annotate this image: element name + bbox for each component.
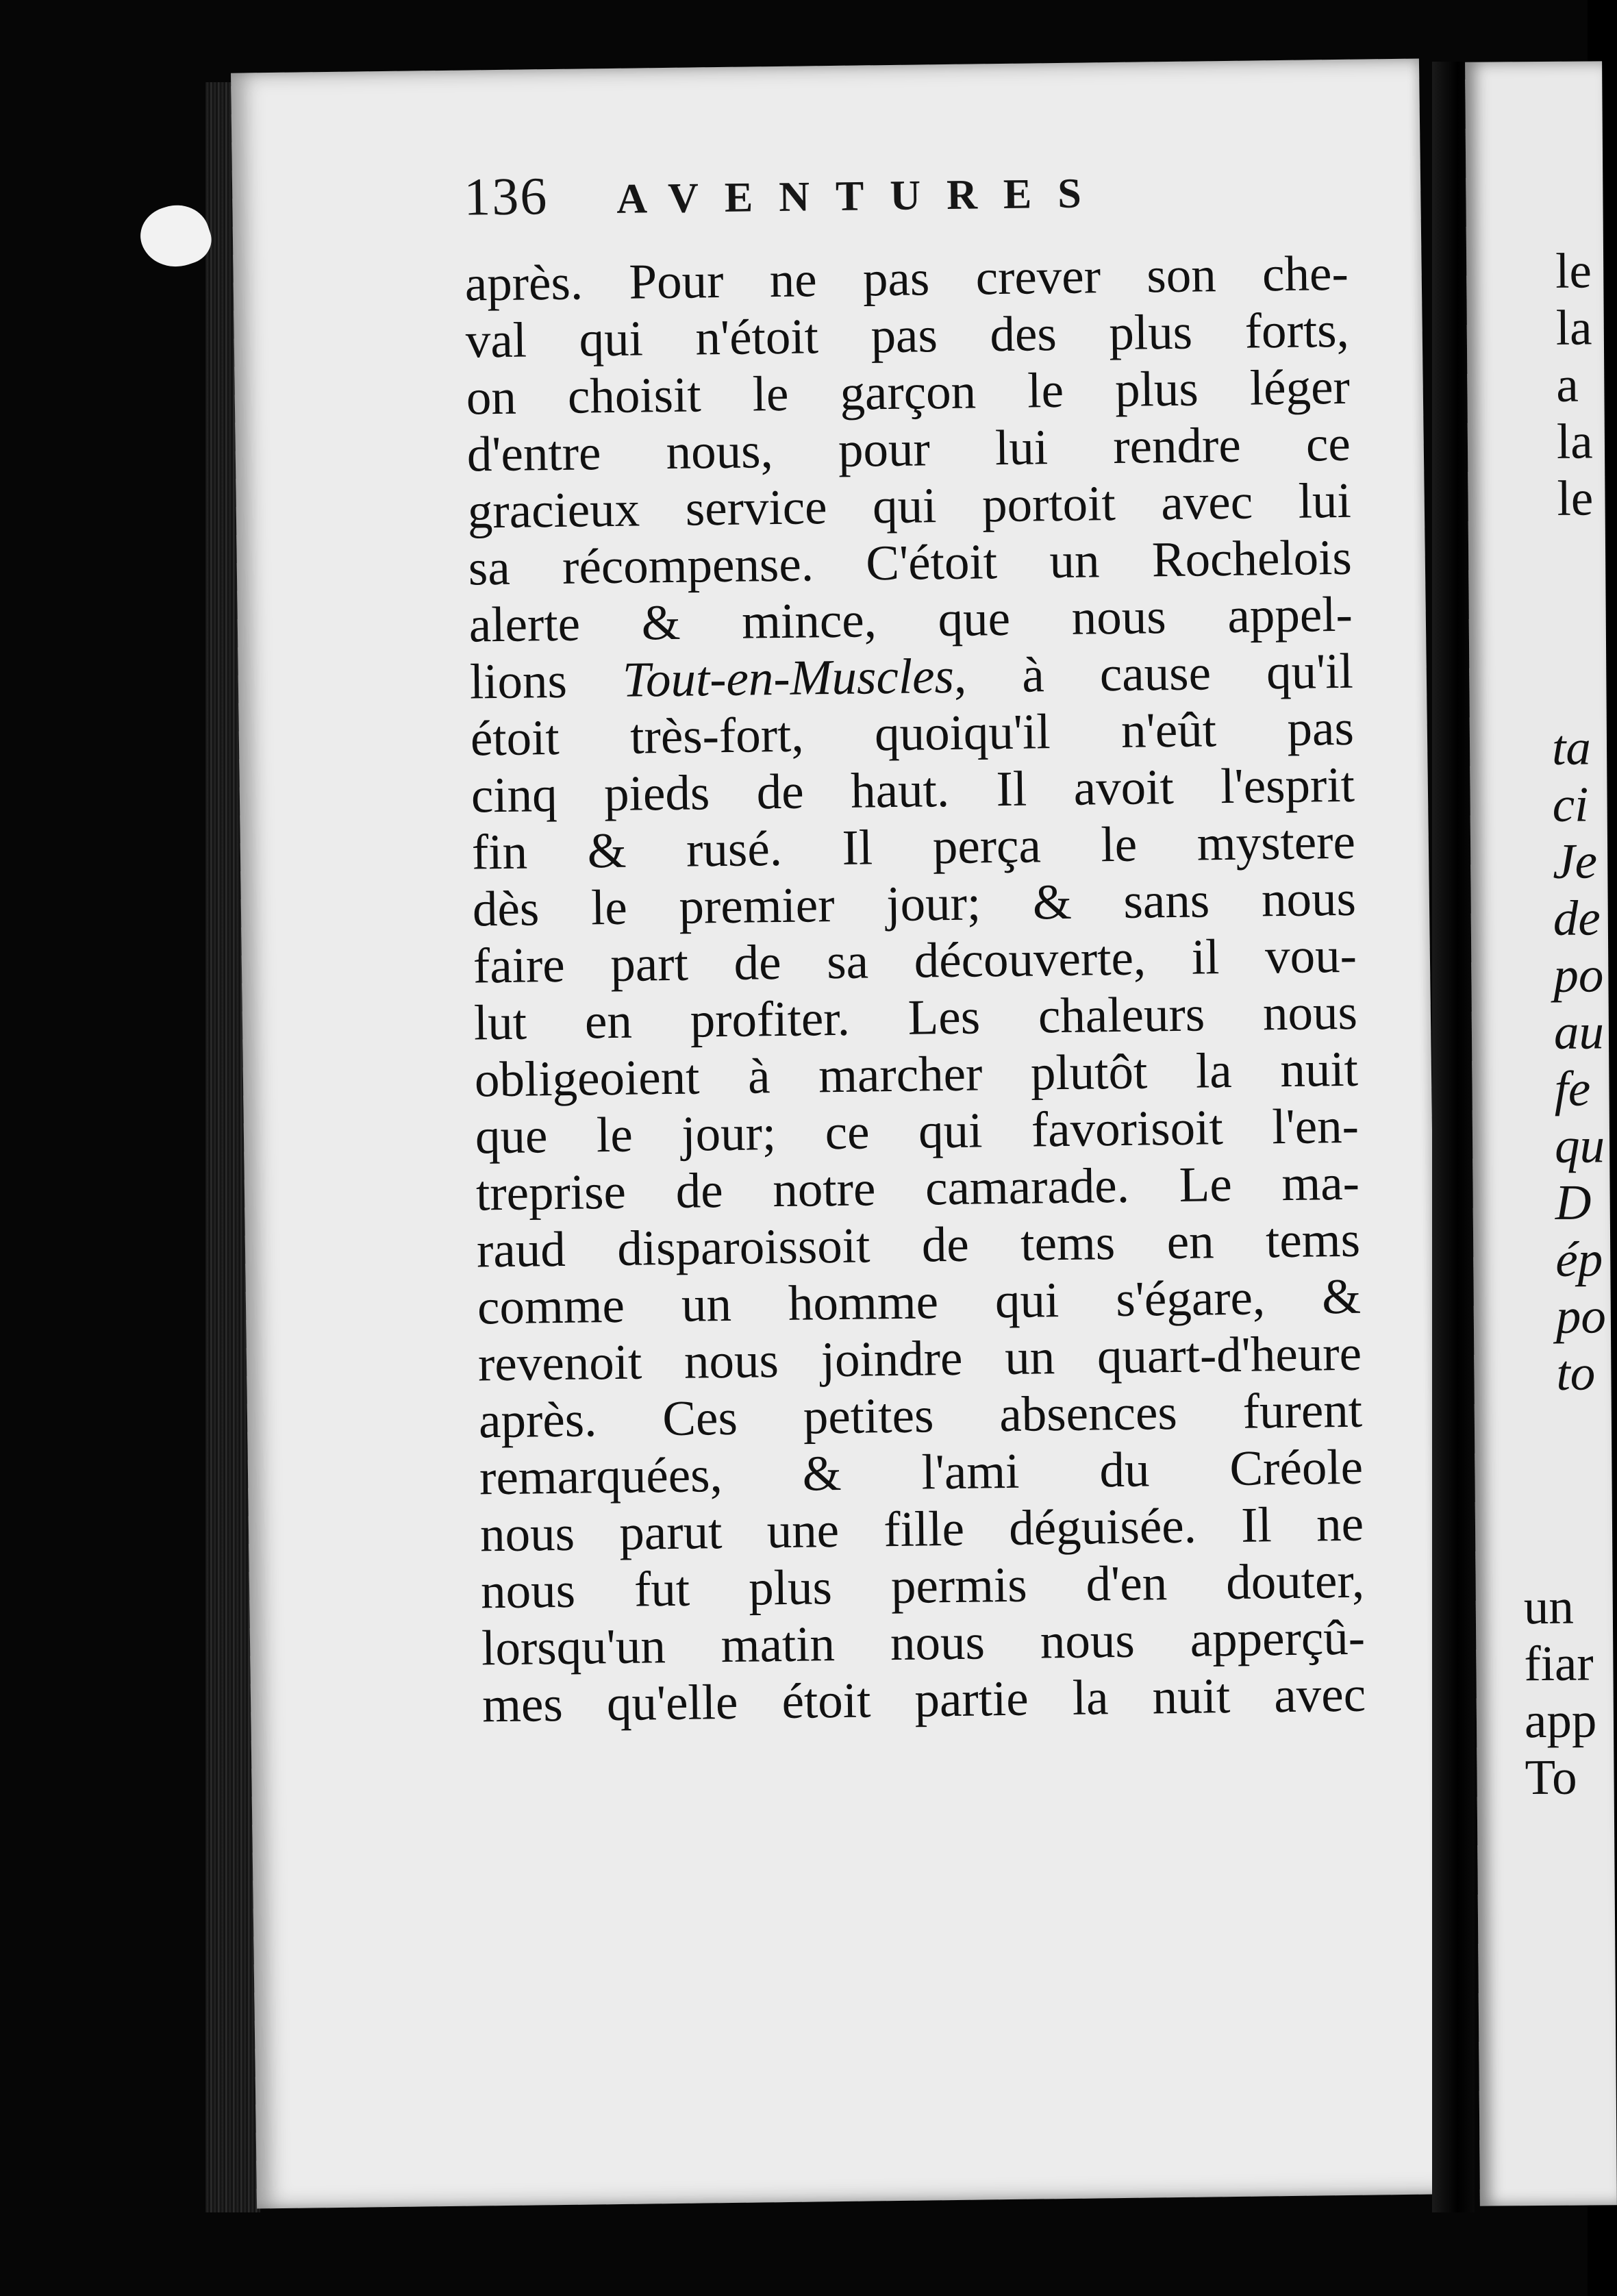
text-line: lorsqu'un matin nous nous apperçû- <box>481 1609 1366 1676</box>
fragment-line: de <box>1553 890 1601 946</box>
text-line: treprise de notre camarade. Le ma- <box>475 1154 1360 1221</box>
right-page-fragment-top <box>1555 242 1594 526</box>
fragment-line: fe <box>1554 1060 1591 1116</box>
fragment-line: Je <box>1552 833 1598 889</box>
text-line: étoit très-fort, quoiqu'il n'eût pas <box>470 699 1355 766</box>
fragment-line: un <box>1523 1578 1575 1635</box>
fragment-line: To <box>1525 1749 1577 1806</box>
fragment-line: le <box>1555 242 1592 299</box>
text-line: revenoit nous joindre un quart-d'heure <box>477 1325 1362 1392</box>
text-line: obligeoient à marcher plutôt la nuit <box>474 1040 1359 1108</box>
fragment-line: app <box>1524 1692 1597 1749</box>
fragment-line: po <box>1553 947 1604 1003</box>
text-line: fin & rusé. Il perça le mystere <box>471 813 1356 880</box>
left-page <box>231 59 1445 2209</box>
text-line: dès le premier jour; & sans nous <box>472 870 1357 937</box>
text-line: alerte & mince, que nous appel- <box>468 586 1353 653</box>
fragment-line: ta <box>1551 719 1592 775</box>
right-page-fragment-italic <box>1552 719 1607 1401</box>
text-line: sa récompense. C'étoit un Rochelois <box>468 529 1353 596</box>
fragment-line: ép <box>1555 1231 1603 1287</box>
page-number: 136 <box>463 166 549 227</box>
text-line: nous parut une fille déguisée. Il ne <box>479 1495 1364 1562</box>
fragment-line: qu <box>1554 1117 1605 1173</box>
text-line: cinq pieds de haut. Il avoit l'esprit <box>471 756 1355 823</box>
text-line: nous fut plus permis d'en douter, <box>480 1552 1365 1619</box>
text-line: on choisit le garçon le plus léger <box>466 358 1351 425</box>
fragment-line: la <box>1555 299 1592 355</box>
fragment-line: a <box>1556 356 1579 412</box>
text-line: remarquées, & l'ami du Créole <box>479 1438 1364 1506</box>
fragment-line: au <box>1553 1003 1605 1060</box>
text-line: faire part de sa découverte, il vou- <box>473 927 1357 994</box>
text-line: d'entre nous, pour lui rendre ce <box>466 415 1351 482</box>
running-head <box>464 158 1108 241</box>
text-line: lut en profiter. Les chaleurs nous <box>473 984 1358 1051</box>
text-line: après. Ces petites absences furent <box>478 1382 1363 1449</box>
text-line: que le jour; ce qui favorisoit l'en- <box>475 1097 1359 1164</box>
fragment-line: to <box>1556 1345 1596 1401</box>
body-text <box>464 245 1366 1734</box>
fragment-line: la <box>1556 413 1593 469</box>
text-line: après. Pour ne pas crever son che- <box>464 245 1349 312</box>
fragment-line: D <box>1555 1174 1592 1230</box>
fragment-line: fiar <box>1524 1635 1594 1692</box>
text-line <box>469 642 1353 710</box>
fragment-line: le <box>1557 470 1594 526</box>
running-head-title: AVENTURES <box>616 170 1108 223</box>
right-page-fragment-bottom <box>1524 1577 1598 1806</box>
fragment-line: po <box>1555 1288 1607 1344</box>
text-segment: , à cause qu'il <box>953 642 1354 703</box>
text-line: comme un homme qui s'égare, & <box>477 1268 1362 1335</box>
italic-name: Tout-en-Muscles <box>622 647 955 708</box>
text-segment: lions <box>469 651 623 710</box>
text-line: val qui n'étoit pas des plus forts, <box>465 301 1350 369</box>
fragment-line: ci <box>1552 776 1589 832</box>
text-line: mes qu'elle étoit partie la nuit avec <box>481 1666 1366 1733</box>
text-line: raud disparoissoit de tems en tems <box>476 1211 1361 1278</box>
right-page-fragment <box>1465 61 1617 2206</box>
text-line: gracieux service qui portoit avec lui <box>467 472 1352 539</box>
